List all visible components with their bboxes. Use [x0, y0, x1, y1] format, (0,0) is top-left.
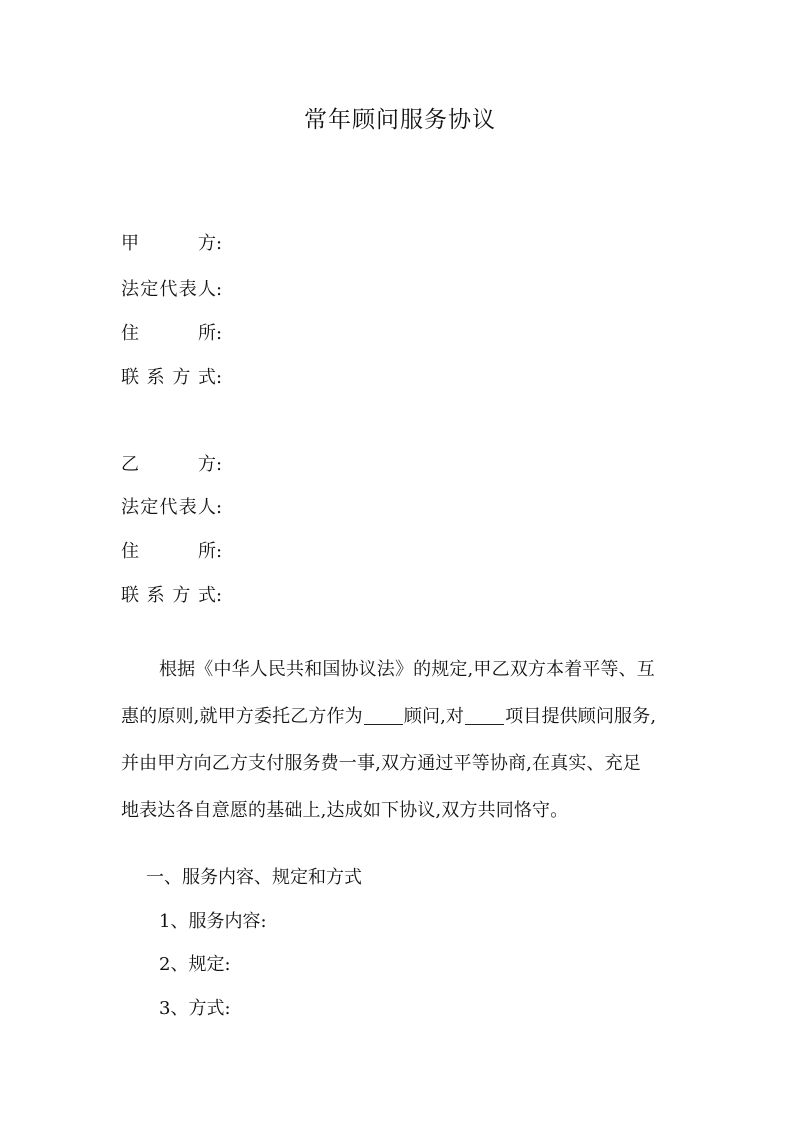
preamble-line: 根据《中华人民共和国协议法》的规定,甲乙双方本着平等、互 — [159, 659, 655, 680]
party-a-contact-field — [121, 364, 421, 392]
party-a-address-label: 住所: — [121, 323, 223, 344]
party-b-representative-label: 法定代表人: — [121, 497, 223, 518]
party-a-name-label: 甲方: — [121, 233, 223, 254]
party-a-representative-field — [121, 276, 421, 304]
document-title: 常年顾问服务协议 — [304, 107, 496, 133]
party-b-address-field — [121, 538, 421, 566]
party-a-contact-label: 联系方式: — [121, 367, 223, 388]
preamble-line: 惠的原则,就甲方委托乙方作为 顾问,对 项目提供顾问服务, — [121, 706, 657, 727]
party-a-representative-label: 法定代表人: — [121, 279, 223, 300]
party-b-contact-label: 联系方式: — [121, 585, 223, 606]
party-a-address-field — [121, 320, 421, 348]
preamble-paragraph — [121, 646, 691, 834]
party-a-name-field — [121, 230, 421, 258]
party-b-address-label: 住所: — [121, 541, 223, 562]
preamble-line: 并由甲方向乙方支付服务费一事,双方通过平等协商,在真实、充足 — [121, 753, 641, 774]
party-b-name-label: 乙方: — [121, 454, 223, 475]
section-1-heading: 一、服务内容、规定和方式 — [146, 867, 362, 888]
section-1-item-method: 3、方式: — [159, 998, 231, 1019]
party-b-representative-field — [121, 494, 421, 522]
party-b-name-field — [121, 451, 421, 479]
preamble-line: 地表达各自意愿的基础上,达成如下协议,双方共同恪守。 — [121, 800, 569, 821]
section-1-item-rules: 2、规定: — [159, 954, 231, 975]
consultant-type-blank[interactable] — [364, 706, 403, 725]
section-1-item-service-content: 1、服务内容: — [159, 911, 267, 932]
party-b-contact-field — [121, 582, 421, 610]
project-name-blank[interactable] — [465, 706, 504, 725]
